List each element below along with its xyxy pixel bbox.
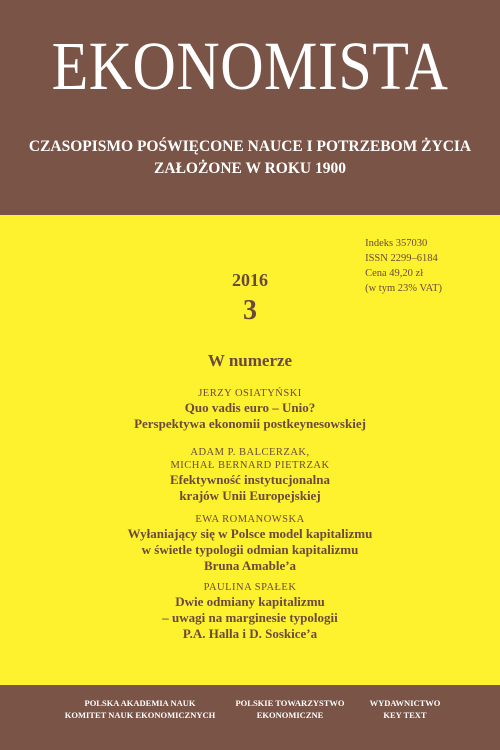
article-author: MICHAŁ BERNARD PIETRZAK bbox=[170, 460, 330, 471]
article-entry bbox=[0, 581, 500, 642]
publisher-keytext bbox=[355, 697, 455, 721]
index-number: Indeks 357030 bbox=[365, 238, 428, 249]
article-title-line: Bruna Amable’a bbox=[203, 558, 297, 573]
issue-year: 2016 bbox=[232, 270, 268, 290]
issue-number: 3 bbox=[243, 295, 257, 326]
article-author: JERZY OSIATYŃSKI bbox=[198, 388, 302, 399]
article-title-line: krajów Unii Europejskiej bbox=[179, 488, 321, 503]
article-title-line: w świetle typologii odmian kapitalizmu bbox=[141, 542, 359, 557]
article-author: EWA ROMANOWSKA bbox=[195, 514, 305, 525]
price: Cena 49,20 zł bbox=[365, 268, 424, 279]
article-title-line: Perspektywa ekonomii postkeynesowskiej bbox=[134, 416, 366, 431]
journal-masthead: EKONOMISTA bbox=[51, 28, 449, 104]
journal-subtitle bbox=[0, 136, 500, 180]
header-band bbox=[0, 0, 500, 215]
publisher-line: WYDAWNICTWO bbox=[369, 698, 441, 708]
article-title-line: Quo vadis euro – Unio? bbox=[184, 400, 316, 415]
footer-band bbox=[0, 685, 500, 750]
article-title-line: Efektywność instytucjonalna bbox=[170, 472, 330, 487]
publisher-line: KOMITET NAUK EKONOMICZNYCH bbox=[64, 710, 216, 720]
contents-area bbox=[0, 215, 500, 685]
article-title-line: – uwagi na marginesie typologii bbox=[162, 610, 338, 625]
publisher-line: POLSKIE TOWARZYSTWO bbox=[235, 698, 345, 708]
contents-heading: W numerze bbox=[207, 351, 293, 370]
publisher-pte bbox=[225, 697, 355, 721]
publisher-line: KEY TEXT bbox=[383, 710, 427, 720]
article-title-line: Dwie odmiany kapitalizmu bbox=[175, 594, 325, 609]
publisher-pan bbox=[60, 697, 220, 721]
article-entry bbox=[0, 387, 500, 432]
article-title-line: Wyłaniający się w Polsce model kapitalizmu bbox=[127, 526, 373, 541]
publisher-line: POLSKA AKADEMIA NAUK bbox=[84, 698, 196, 708]
article-author: ADAM P. BALCERZAK, bbox=[190, 447, 310, 458]
vat-note: (w tym 23% VAT) bbox=[365, 283, 442, 294]
article-entry bbox=[0, 513, 500, 574]
publisher-line: EKONOMICZNE bbox=[256, 710, 324, 720]
subtitle-line: CZASOPISMO POŚWIĘCONE NAUCE I POTRZEBOM ŻYCIA bbox=[28, 138, 472, 155]
article-author: PAULINA SPAŁEK bbox=[203, 582, 297, 593]
article-title-line: P.A. Halla i D. Soskice’a bbox=[182, 626, 318, 641]
issn-number: ISSN 2299–6184 bbox=[365, 253, 438, 264]
article-entry bbox=[0, 446, 500, 504]
subtitle-line: ZAŁOŻONE W ROKU 1900 bbox=[154, 160, 346, 177]
